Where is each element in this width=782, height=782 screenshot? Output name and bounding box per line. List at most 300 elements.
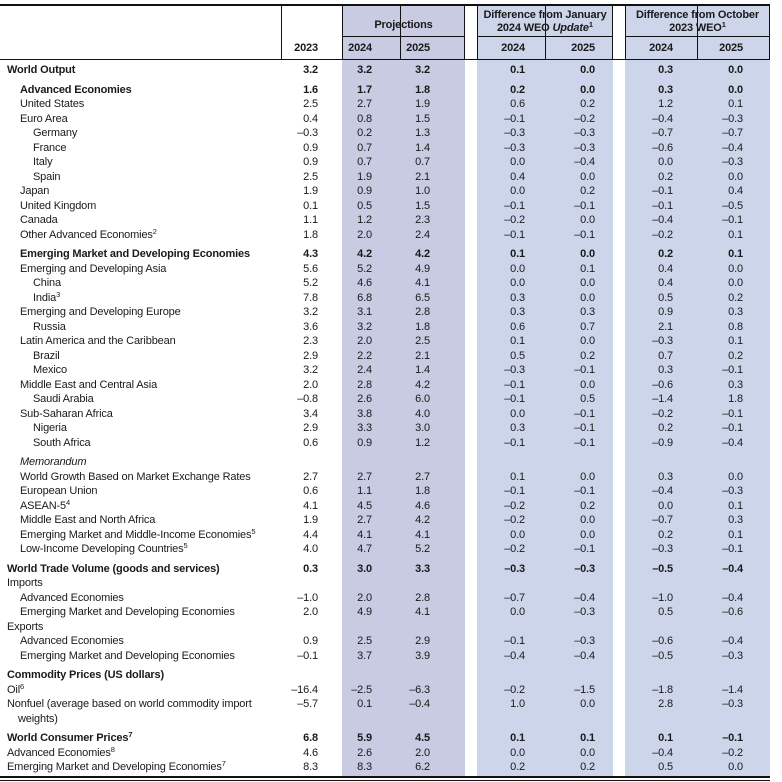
row-label: Emerging and Developing Europe bbox=[20, 306, 181, 318]
row-label: World Trade Volume (goods and services) bbox=[7, 562, 220, 575]
table-row bbox=[0, 228, 770, 243]
value-diffoct-2024: 0.0 bbox=[658, 156, 673, 168]
table-row bbox=[0, 484, 770, 499]
value-2023: 0.1 bbox=[303, 199, 318, 212]
value-diffjan-2024: 0.5 bbox=[510, 349, 525, 362]
value-2023: 0.6 bbox=[303, 436, 318, 449]
value-proj-2024: 4.6 bbox=[357, 277, 372, 289]
value-diffoct-2025: –0.4 bbox=[722, 436, 743, 449]
value-proj-2024: 3.7 bbox=[357, 649, 372, 662]
row-label: Emerging Market and Developing Economies bbox=[20, 248, 250, 260]
value-diffoct-2025: 0.0 bbox=[728, 83, 743, 96]
table-row bbox=[0, 184, 770, 199]
row-label: Japan bbox=[20, 185, 50, 197]
value-diffoct-2025: –0.3 bbox=[722, 698, 743, 710]
value-2023: 3.4 bbox=[303, 407, 318, 420]
value-proj-2024: 5.2 bbox=[357, 262, 372, 275]
value-diffjan-2025: 0.2 bbox=[580, 98, 595, 110]
table-row bbox=[0, 112, 770, 127]
value-proj-2025: 1.4 bbox=[415, 141, 430, 154]
value-diffoct-2024: –0.3 bbox=[652, 543, 673, 555]
value-proj-2025: 2.5 bbox=[415, 335, 430, 347]
col-header-diffoct-2024: 2024 bbox=[649, 42, 673, 54]
table-row bbox=[0, 305, 770, 320]
value-diffoct-2024: 0.3 bbox=[658, 364, 673, 376]
table-row bbox=[0, 605, 770, 620]
table-top-rule bbox=[0, 4, 770, 6]
value-diffoct-2024: –0.5 bbox=[652, 562, 673, 575]
value-2023: 2.0 bbox=[303, 378, 318, 391]
table-row bbox=[0, 760, 770, 775]
value-diffoct-2024: 1.2 bbox=[658, 98, 673, 110]
row-label: Advanced Economies$^8$ bbox=[7, 744, 115, 759]
col-header-proj-2025: 2025 bbox=[406, 42, 430, 54]
value-proj-2025: 1.5 bbox=[415, 199, 430, 212]
value-diffjan-2025: 0.0 bbox=[580, 291, 595, 304]
value-diffjan-2025: –0.3 bbox=[574, 127, 595, 139]
value-diffjan-2024: –0.2 bbox=[504, 499, 525, 512]
value-diffoct-2025: 0.1 bbox=[728, 248, 743, 260]
value-2023: 0.3 bbox=[303, 562, 318, 575]
value-diffoct-2025: 0.3 bbox=[728, 514, 743, 526]
value-proj-2025: 4.2 bbox=[415, 378, 430, 391]
value-diffjan-2024: –0.1 bbox=[504, 635, 525, 647]
value-proj-2025: 4.6 bbox=[415, 499, 430, 512]
table-row bbox=[0, 562, 770, 577]
value-diffjan-2025: 0.3 bbox=[580, 306, 595, 318]
value-proj-2025: 4.5 bbox=[415, 732, 430, 744]
value-diffoct-2025: 0.2 bbox=[728, 291, 743, 304]
table-row bbox=[0, 276, 770, 291]
row-label: Memorandum bbox=[20, 456, 87, 468]
value-diffjan-2025: 0.2 bbox=[580, 349, 595, 362]
value-diffjan-2025: –0.1 bbox=[574, 436, 595, 449]
row-label: Emerging Market and Developing Economies bbox=[20, 606, 235, 618]
value-proj-2024: 0.1 bbox=[357, 698, 372, 710]
value-diffoct-2024: 0.9 bbox=[658, 306, 673, 318]
table-row bbox=[0, 247, 770, 262]
row-label: Canada bbox=[20, 214, 58, 226]
value-proj-2024: 1.1 bbox=[357, 485, 372, 497]
table-row bbox=[0, 378, 770, 393]
value-diffjan-2025: 0.1 bbox=[580, 732, 595, 744]
header-bottom-rule bbox=[0, 59, 770, 61]
value-proj-2025: 2.1 bbox=[415, 349, 430, 362]
value-diffoct-2024: –1.8 bbox=[652, 683, 673, 696]
value-proj-2024: 2.0 bbox=[357, 591, 372, 604]
value-diffjan-2025: 0.0 bbox=[580, 528, 595, 541]
value-proj-2025: 2.7 bbox=[415, 470, 430, 483]
value-proj-2025: 5.2 bbox=[415, 543, 430, 555]
value-diffjan-2024: 0.3 bbox=[510, 306, 525, 318]
value-diffoct-2024: –0.2 bbox=[652, 407, 673, 420]
table-row bbox=[0, 141, 770, 156]
value-diffoct-2025: 0.8 bbox=[728, 320, 743, 333]
row-label: Emerging and Developing Asia bbox=[20, 262, 167, 275]
value-proj-2025: 4.0 bbox=[415, 407, 430, 420]
projections-header-title: Projections bbox=[374, 19, 433, 31]
value-diffjan-2025: –0.3 bbox=[574, 141, 595, 154]
diff-october-header-title: Difference from October 2023 WEO$^1$ bbox=[635, 9, 760, 34]
value-diffjan-2025: 0.2 bbox=[580, 499, 595, 512]
value-diffoct-2024: 0.7 bbox=[658, 349, 673, 362]
table-row bbox=[0, 668, 770, 683]
value-diffoct-2025: 0.2 bbox=[728, 349, 743, 362]
row-label: Other Advanced Economies$^2$ bbox=[20, 226, 157, 241]
value-diffjan-2025: 0.0 bbox=[580, 378, 595, 391]
value-proj-2024: 4.5 bbox=[357, 499, 372, 512]
value-proj-2024: 0.2 bbox=[357, 127, 372, 139]
value-diffjan-2025: –0.1 bbox=[574, 422, 595, 434]
table-row bbox=[0, 591, 770, 606]
value-diffjan-2024: –0.1 bbox=[504, 228, 525, 241]
year-header-row bbox=[0, 41, 770, 56]
value-proj-2024: 1.2 bbox=[357, 214, 372, 226]
value-diffoct-2025: –0.4 bbox=[722, 635, 743, 647]
value-diffjan-2024: 0.2 bbox=[510, 83, 525, 96]
value-diffjan-2024: 0.0 bbox=[510, 262, 525, 275]
value-diffjan-2024: 0.1 bbox=[510, 335, 525, 347]
row-label: Germany bbox=[33, 127, 78, 139]
value-diffoct-2025: 0.3 bbox=[728, 378, 743, 391]
value-diffjan-2025: 0.0 bbox=[580, 698, 595, 710]
value-proj-2025: 1.2 bbox=[415, 436, 430, 449]
row-label: South Africa bbox=[33, 436, 91, 449]
value-2023: 1.8 bbox=[303, 228, 318, 241]
value-2023: 1.9 bbox=[303, 514, 318, 526]
value-diffoct-2024: 0.5 bbox=[658, 761, 673, 773]
value-diffoct-2025: –0.1 bbox=[722, 407, 743, 420]
value-diffjan-2024: 0.0 bbox=[510, 528, 525, 541]
value-diffjan-2025: 0.2 bbox=[580, 761, 595, 773]
value-diffjan-2024: –0.1 bbox=[504, 393, 525, 405]
value-proj-2025: 0.7 bbox=[415, 156, 430, 168]
value-proj-2024: 4.7 bbox=[357, 543, 372, 555]
value-diffoct-2025: –0.3 bbox=[722, 485, 743, 497]
value-diffoct-2024: 0.4 bbox=[658, 262, 673, 275]
value-proj-2024: 4.2 bbox=[357, 248, 372, 260]
value-diffjan-2025: 0.0 bbox=[580, 514, 595, 526]
value-diffoct-2024: 0.4 bbox=[658, 277, 673, 289]
value-diffoct-2024: 0.3 bbox=[658, 470, 673, 483]
value-proj-2025: 4.1 bbox=[415, 277, 430, 289]
value-proj-2025: 1.5 bbox=[415, 112, 430, 125]
value-diffoct-2024: 0.2 bbox=[658, 528, 673, 541]
value-2023: 5.6 bbox=[303, 262, 318, 275]
table-row bbox=[0, 334, 770, 349]
table-row bbox=[0, 455, 770, 470]
table-row bbox=[0, 97, 770, 112]
value-2023: 0.9 bbox=[303, 156, 318, 168]
value-diffoct-2025: 0.0 bbox=[728, 64, 743, 76]
row-label: China bbox=[33, 277, 61, 289]
value-diffjan-2024: 0.0 bbox=[510, 156, 525, 168]
row-label: World Output bbox=[7, 64, 76, 76]
value-diffjan-2024: –0.1 bbox=[504, 436, 525, 449]
table-row bbox=[0, 683, 770, 698]
value-diffjan-2025: 0.0 bbox=[580, 214, 595, 226]
value-diffoct-2025: –0.5 bbox=[722, 199, 743, 212]
value-proj-2024: 0.7 bbox=[357, 141, 372, 154]
value-2023: 3.2 bbox=[303, 306, 318, 318]
value-proj-2024: 2.7 bbox=[357, 98, 372, 110]
table-row bbox=[0, 697, 770, 726]
table-row bbox=[0, 746, 770, 761]
row-label: Low-Income Developing Countries$^5$ bbox=[20, 541, 188, 555]
value-diffoct-2024: 0.5 bbox=[658, 291, 673, 304]
table-row bbox=[0, 620, 770, 635]
value-diffoct-2024: 0.2 bbox=[658, 170, 673, 183]
value-diffoct-2025: 0.0 bbox=[728, 470, 743, 483]
value-diffoct-2025: –0.2 bbox=[722, 746, 743, 759]
value-diffoct-2025: –0.4 bbox=[722, 562, 743, 575]
table-row bbox=[0, 170, 770, 185]
value-diffjan-2025: –0.1 bbox=[574, 364, 595, 376]
value-proj-2025: 1.8 bbox=[415, 320, 430, 333]
value-2023: –0.8 bbox=[297, 393, 318, 405]
value-diffoct-2024: –0.6 bbox=[652, 378, 673, 391]
value-proj-2025: 1.3 bbox=[415, 127, 430, 139]
value-2023: 2.3 bbox=[303, 335, 318, 347]
value-proj-2024: 2.8 bbox=[357, 378, 372, 391]
value-diffjan-2025: 0.0 bbox=[580, 64, 595, 76]
value-2023: 4.3 bbox=[303, 248, 318, 260]
value-2023: 1.6 bbox=[303, 83, 318, 96]
row-label: Middle East and Central Asia bbox=[20, 378, 158, 391]
value-2023: 2.0 bbox=[303, 606, 318, 618]
value-2023: 2.7 bbox=[303, 470, 318, 483]
row-label: World Growth Based on Market Exchange Rates bbox=[20, 470, 251, 483]
value-diffjan-2025: 0.0 bbox=[580, 335, 595, 347]
value-diffjan-2024: 0.0 bbox=[510, 606, 525, 618]
value-diffjan-2025: –0.1 bbox=[574, 407, 595, 420]
value-diffoct-2025: 0.1 bbox=[728, 499, 743, 512]
value-proj-2024: 1.7 bbox=[357, 83, 372, 96]
value-proj-2025: 4.1 bbox=[415, 528, 430, 541]
value-proj-2024: 6.8 bbox=[357, 291, 372, 304]
row-label: Brazil bbox=[33, 349, 60, 362]
row-label: Oil$^6$ bbox=[7, 681, 25, 696]
value-diffoct-2024: –1.0 bbox=[652, 591, 673, 604]
row-label: Advanced Economies bbox=[20, 591, 124, 604]
table-row bbox=[0, 513, 770, 528]
value-diffoct-2024: –0.2 bbox=[652, 228, 673, 241]
value-proj-2025: 2.9 bbox=[415, 635, 430, 647]
value-diffjan-2024: 0.1 bbox=[510, 470, 525, 483]
value-diffoct-2024: 0.2 bbox=[658, 422, 673, 434]
table-row bbox=[0, 470, 770, 485]
value-2023: 3.2 bbox=[303, 364, 318, 376]
value-diffjan-2024: –0.2 bbox=[504, 214, 525, 226]
value-diffoct-2025: –0.3 bbox=[722, 112, 743, 125]
value-proj-2025: 3.2 bbox=[415, 64, 430, 76]
value-diffoct-2025: –0.1 bbox=[722, 364, 743, 376]
value-diffjan-2025: 0.5 bbox=[580, 393, 595, 405]
value-proj-2024: 0.5 bbox=[357, 199, 372, 212]
value-diffjan-2025: 0.0 bbox=[580, 277, 595, 289]
value-proj-2025: 1.8 bbox=[415, 83, 430, 96]
value-proj-2025: 6.0 bbox=[415, 393, 430, 405]
row-label: Advanced Economies bbox=[20, 83, 132, 96]
table-row bbox=[0, 83, 770, 98]
col-header-diffjan-2024: 2024 bbox=[501, 42, 525, 54]
value-proj-2025: 6.2 bbox=[415, 761, 430, 773]
row-label: India$^3$ bbox=[33, 289, 61, 304]
table-row bbox=[0, 542, 770, 557]
value-2023: 0.6 bbox=[303, 485, 318, 497]
table-row bbox=[0, 634, 770, 649]
value-diffoct-2024: –0.7 bbox=[652, 127, 673, 139]
value-diffjan-2025: 0.2 bbox=[580, 185, 595, 197]
row-label: Imports bbox=[7, 577, 43, 589]
table-row bbox=[0, 199, 770, 214]
value-proj-2025: 4.2 bbox=[415, 248, 430, 260]
table-row bbox=[0, 576, 770, 591]
value-diffoct-2025: 0.0 bbox=[728, 262, 743, 275]
value-diffjan-2024: 0.1 bbox=[510, 248, 525, 260]
value-diffoct-2025: –1.4 bbox=[722, 683, 743, 696]
value-diffjan-2025: 0.0 bbox=[580, 170, 595, 183]
value-diffoct-2024: –0.5 bbox=[652, 649, 673, 662]
value-diffjan-2025: 0.0 bbox=[580, 83, 595, 96]
row-label: World Consumer Prices$^7$ bbox=[7, 730, 133, 744]
value-2023: –16.4 bbox=[291, 683, 318, 696]
value-2023: 2.5 bbox=[303, 98, 318, 110]
value-diffoct-2025: 0.4 bbox=[728, 185, 743, 197]
row-label: Italy bbox=[33, 156, 53, 168]
table-body bbox=[0, 63, 770, 775]
row-label: France bbox=[33, 141, 67, 154]
value-diffoct-2025: 0.3 bbox=[728, 306, 743, 318]
value-diffoct-2024: –0.4 bbox=[652, 485, 673, 497]
value-2023: –0.3 bbox=[297, 127, 318, 139]
value-diffoct-2024: –0.3 bbox=[652, 335, 673, 347]
table-row bbox=[0, 349, 770, 364]
value-proj-2025: –6.3 bbox=[409, 683, 430, 696]
table-row bbox=[0, 262, 770, 277]
value-proj-2024: 3.3 bbox=[357, 422, 372, 434]
value-diffoct-2025: –0.3 bbox=[722, 649, 743, 662]
value-proj-2024: 5.9 bbox=[357, 732, 372, 744]
col-header-diffoct-2025: 2025 bbox=[719, 42, 743, 54]
table-row bbox=[0, 731, 770, 746]
value-diffjan-2024: 0.3 bbox=[510, 291, 525, 304]
table-row bbox=[0, 436, 770, 451]
row-label: Mexico bbox=[33, 364, 67, 376]
value-diffjan-2025: –0.4 bbox=[574, 649, 595, 662]
value-diffoct-2025: –0.1 bbox=[722, 732, 743, 744]
value-proj-2024: 0.9 bbox=[357, 185, 372, 197]
table-row bbox=[0, 421, 770, 436]
value-proj-2025: 3.3 bbox=[415, 562, 430, 575]
value-diffjan-2025: –0.1 bbox=[574, 228, 595, 241]
value-diffoct-2024: –0.4 bbox=[652, 112, 673, 125]
row-label: Nigeria bbox=[33, 422, 67, 434]
value-diffoct-2025: 0.1 bbox=[728, 228, 743, 241]
value-proj-2024: 2.0 bbox=[357, 335, 372, 347]
value-2023: 4.1 bbox=[303, 499, 318, 512]
value-diffjan-2024: –0.1 bbox=[504, 199, 525, 212]
table-row bbox=[0, 528, 770, 543]
value-diffoct-2025: –0.7 bbox=[722, 127, 743, 139]
value-diffjan-2024: –0.1 bbox=[504, 378, 525, 391]
value-2023: 4.6 bbox=[303, 746, 318, 759]
value-proj-2025: –0.4 bbox=[409, 698, 430, 710]
value-diffjan-2024: 0.6 bbox=[510, 320, 525, 333]
value-diffjan-2025: –0.1 bbox=[574, 485, 595, 497]
value-proj-2024: 1.9 bbox=[357, 170, 372, 183]
value-2023: –0.1 bbox=[297, 649, 318, 662]
value-2023: 0.4 bbox=[303, 112, 318, 125]
value-diffjan-2025: –0.4 bbox=[574, 156, 595, 168]
value-diffjan-2025: –0.2 bbox=[574, 112, 595, 125]
value-diffjan-2025: –0.3 bbox=[574, 606, 595, 618]
row-label: Commodity Prices (US dollars) bbox=[7, 669, 165, 681]
value-diffjan-2024: 0.1 bbox=[510, 64, 525, 76]
table-row bbox=[0, 126, 770, 141]
value-diffjan-2024: 0.0 bbox=[510, 746, 525, 759]
value-proj-2024: 2.7 bbox=[357, 470, 372, 483]
value-proj-2025: 1.4 bbox=[415, 364, 430, 376]
value-diffjan-2024: 0.4 bbox=[510, 170, 525, 183]
value-diffjan-2025: –0.3 bbox=[574, 635, 595, 647]
value-proj-2025: 6.5 bbox=[415, 291, 430, 304]
row-label: Euro Area bbox=[20, 112, 68, 125]
value-diffjan-2024: –0.7 bbox=[504, 591, 525, 604]
value-diffjan-2024: 0.0 bbox=[510, 277, 525, 289]
row-label: Emerging Market and Middle-Income Economies$^5$ bbox=[20, 526, 256, 541]
col-header-diffjan-2025: 2025 bbox=[571, 42, 595, 54]
value-diffoct-2024: –0.7 bbox=[652, 514, 673, 526]
value-diffoct-2025: –0.1 bbox=[722, 214, 743, 226]
value-diffoct-2024: –1.4 bbox=[652, 393, 673, 405]
value-2023: 0.9 bbox=[303, 141, 318, 154]
value-2023: 2.5 bbox=[303, 170, 318, 183]
value-2023: 6.8 bbox=[303, 732, 318, 744]
row-label: Sub-Saharan Africa bbox=[20, 407, 113, 420]
value-proj-2024: 3.1 bbox=[357, 306, 372, 318]
value-2023: 7.8 bbox=[303, 291, 318, 304]
value-diffjan-2025: 0.7 bbox=[580, 320, 595, 333]
diff-january-header-title: Difference from January 2024 WEO Update$^1$ bbox=[483, 9, 607, 34]
col-header-proj-2024: 2024 bbox=[348, 42, 372, 54]
value-diffjan-2024: –0.4 bbox=[504, 649, 525, 662]
value-proj-2024: 4.1 bbox=[357, 528, 372, 541]
value-diffjan-2024: –0.3 bbox=[504, 141, 525, 154]
value-diffjan-2024: –0.1 bbox=[504, 485, 525, 497]
row-label-line2: weights) bbox=[18, 712, 58, 725]
value-diffjan-2024: 0.2 bbox=[510, 761, 525, 773]
value-diffjan-2024: 0.3 bbox=[510, 422, 525, 434]
row-label: United States bbox=[20, 98, 85, 110]
row-label: United Kingdom bbox=[20, 199, 97, 212]
value-proj-2024: –2.5 bbox=[351, 683, 372, 696]
value-diffjan-2024: 0.1 bbox=[510, 732, 525, 744]
value-proj-2024: 0.8 bbox=[357, 112, 372, 125]
value-diffoct-2025: 0.0 bbox=[728, 170, 743, 183]
table-row bbox=[0, 63, 770, 78]
value-diffjan-2025: 0.0 bbox=[580, 470, 595, 483]
value-diffjan-2025: –0.1 bbox=[574, 543, 595, 555]
table-row bbox=[0, 213, 770, 228]
value-2023: 4.0 bbox=[303, 543, 318, 555]
table-row bbox=[0, 291, 770, 306]
value-2023: 2.9 bbox=[303, 422, 318, 434]
value-proj-2025: 1.9 bbox=[415, 98, 430, 110]
value-proj-2025: 2.1 bbox=[415, 170, 430, 183]
row-label: European Union bbox=[20, 485, 98, 497]
row-label: Emerging Market and Developing Economies$^7$ bbox=[7, 759, 226, 773]
